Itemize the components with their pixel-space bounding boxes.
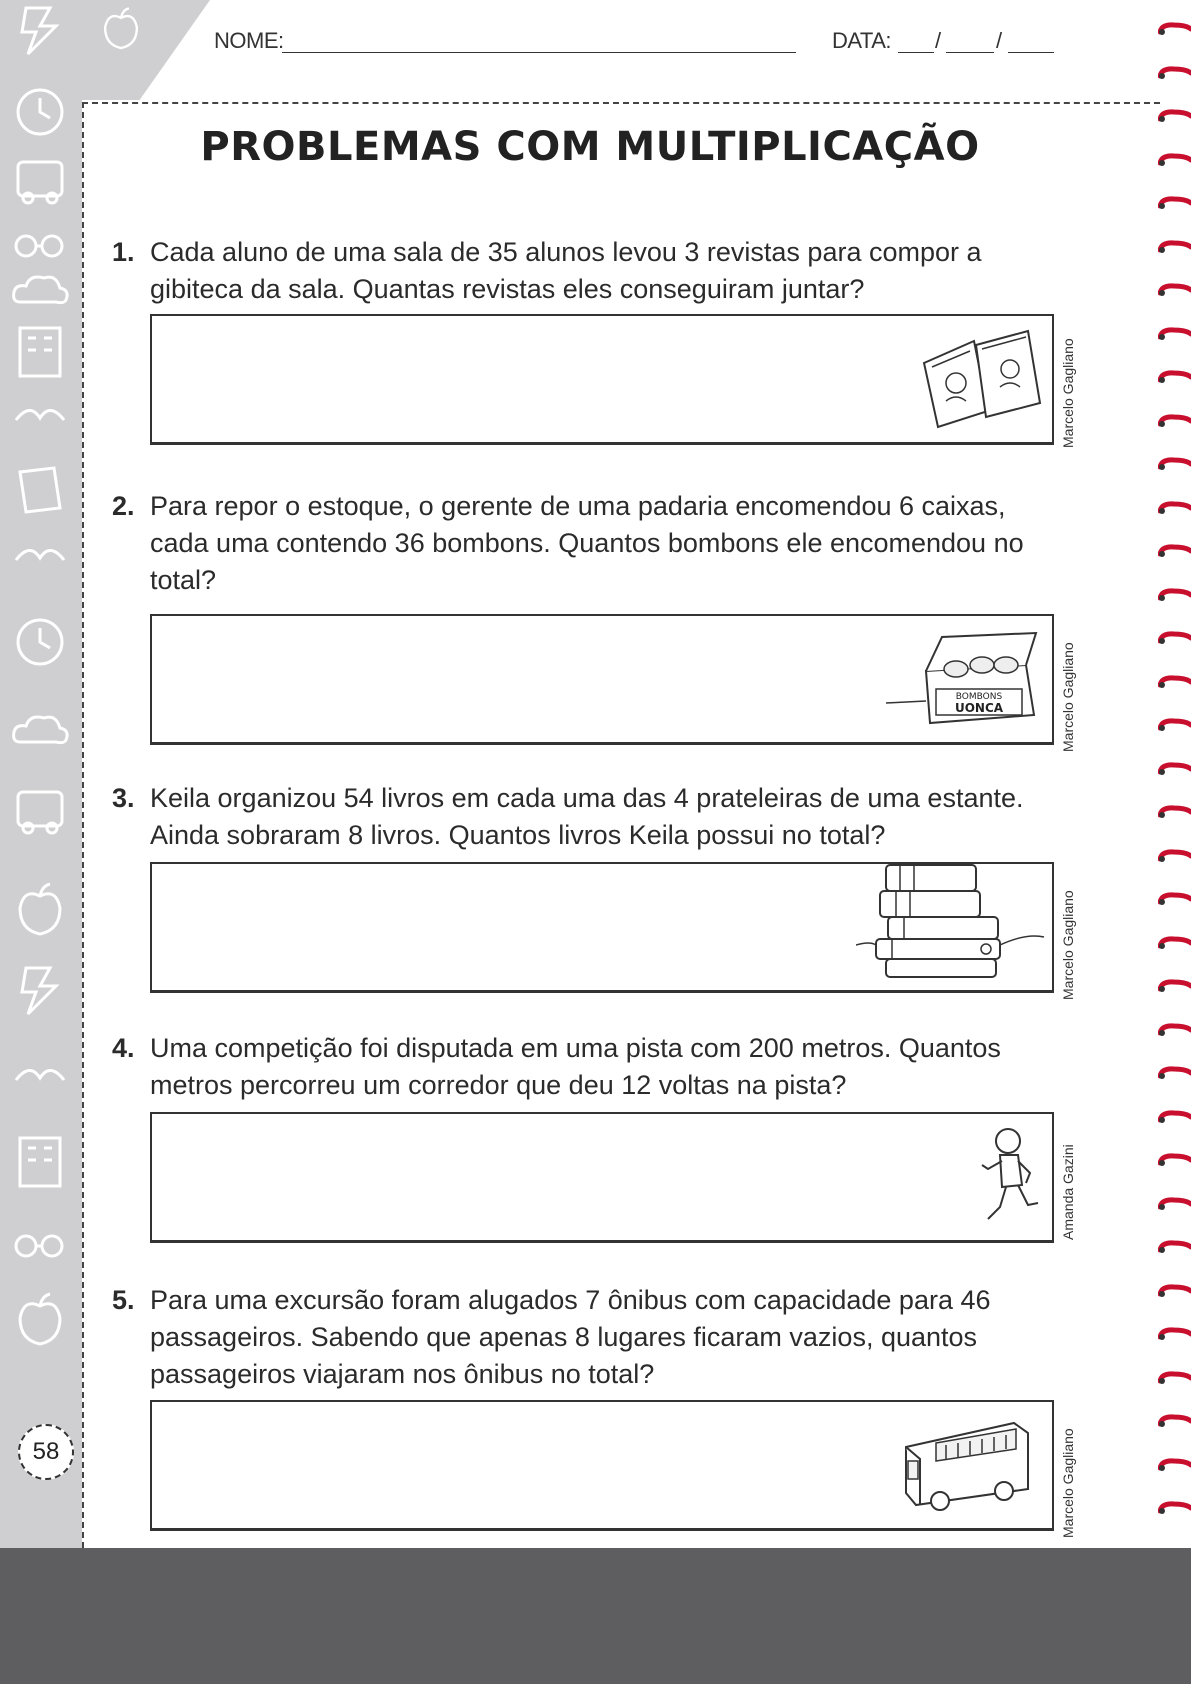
spiral-ring	[1158, 66, 1191, 80]
spiral-ring	[1158, 979, 1191, 993]
spiral-ring	[1158, 1197, 1191, 1211]
page-number: 58	[18, 1424, 74, 1480]
bird-icon	[6, 530, 74, 590]
cloud-icon	[6, 700, 74, 760]
name-label: NOME:	[214, 28, 284, 53]
decorative-sidebar-top	[82, 0, 210, 100]
spiral-ring	[1158, 1327, 1191, 1341]
illustration-credit: Marcelo Gagliano	[1060, 1428, 1076, 1538]
illustration-credit: Marcelo Gagliano	[1060, 642, 1076, 752]
spiral-ring	[1158, 805, 1191, 819]
spiral-ring	[1158, 718, 1191, 732]
bus-icon	[896, 1409, 1046, 1524]
decorative-sidebar	[0, 0, 82, 1548]
apple-icon	[6, 1290, 74, 1350]
page-title: PROBLEMAS COM MULTIPLICAÇÃO	[200, 124, 980, 170]
svg-text:UONCA: UONCA	[954, 701, 1004, 715]
chocolate-box-icon	[886, 623, 1046, 738]
runner-icon	[976, 1121, 1046, 1236]
spiral-ring	[1158, 588, 1191, 602]
apple-icon	[6, 880, 74, 940]
answer-box-1[interactable]	[150, 314, 1054, 445]
question-number: 4.	[112, 1033, 135, 1063]
spiral-ring	[1158, 370, 1191, 384]
spiral-ring	[1158, 631, 1191, 645]
question-number: 5.	[112, 1285, 135, 1315]
spiral-ring	[1158, 544, 1191, 558]
question-4	[112, 1030, 1052, 1104]
spiral-ring	[1158, 1240, 1191, 1254]
spiral-ring	[1158, 936, 1191, 950]
spiral-ring	[1158, 327, 1191, 341]
date-month-line[interactable]	[946, 52, 994, 53]
bird-icon	[6, 390, 74, 450]
cloud-icon	[6, 260, 74, 320]
spiral-ring	[1158, 1501, 1191, 1515]
apple-icon	[94, 2, 148, 56]
question-text: Uma competição foi disputada em uma pista com 200 metros. Quantos metros percorreu um corredor que deu 12 voltas na pista?	[150, 1033, 1001, 1100]
question-1	[112, 234, 1052, 308]
spiral-ring	[1158, 457, 1191, 471]
spiral-ring	[1158, 501, 1191, 515]
question-number: 3.	[112, 783, 135, 813]
question-number: 2.	[112, 491, 135, 521]
spiral-binding	[1158, 22, 1191, 1542]
name-input-line[interactable]	[282, 52, 796, 53]
question-2	[112, 488, 1052, 599]
spiral-ring	[1158, 240, 1191, 254]
answer-box-5[interactable]	[150, 1400, 1054, 1531]
spiral-ring	[1158, 762, 1191, 776]
spiral-ring	[1158, 1458, 1191, 1472]
magazines-icon	[916, 323, 1046, 438]
answer-box-4[interactable]	[150, 1112, 1054, 1243]
illustration-credit: Marcelo Gagliano	[1060, 890, 1076, 1000]
spiral-ring	[1158, 196, 1191, 210]
spiral-ring	[1158, 22, 1191, 36]
bottom-band	[0, 1548, 1191, 1684]
lightning-icon	[6, 960, 74, 1020]
spiral-ring	[1158, 1066, 1191, 1080]
date-separator: /	[996, 28, 1002, 53]
spiral-ring	[1158, 675, 1191, 689]
answer-box-3[interactable]	[150, 862, 1054, 993]
spiral-ring	[1158, 283, 1191, 297]
spiral-ring	[1158, 1153, 1191, 1167]
spiral-ring	[1158, 153, 1191, 167]
date-label: DATA:	[832, 28, 892, 53]
frame-border-top	[82, 102, 1160, 104]
question-text: Para uma excursão foram alugados 7 ônibus com capacidade para 46 passageiros. Sabendo que apenas 8 lugares ficaram vazios, quantos passageiros viajaram nos ônibus no total?	[150, 1285, 991, 1389]
spiral-ring	[1158, 1023, 1191, 1037]
question-text: Para repor o estoque, o gerente de uma padaria encomendou 6 caixas, cada uma contendo 36 bombons. Quantos bombons ele encomendou no total?	[150, 491, 1024, 595]
question-text: Keila organizou 54 livros em cada uma das 4 prateleiras de uma estante. Ainda sobraram 8 livros. Quantos livros Keila possui no total?	[150, 783, 1024, 850]
alarm-clock-icon	[6, 610, 74, 670]
spiral-ring	[1158, 849, 1191, 863]
bird-icon	[6, 1050, 74, 1110]
bus-small-icon	[6, 150, 74, 210]
date-year-line[interactable]	[1008, 52, 1054, 53]
frame-border-left	[82, 102, 84, 1548]
books-icon	[856, 861, 1046, 986]
date-day-line[interactable]	[898, 52, 934, 53]
question-3	[112, 780, 1052, 854]
answer-box-2[interactable]	[150, 614, 1054, 745]
illustration-credit: Amanda Gazini	[1060, 1144, 1076, 1240]
lightning-icon	[6, 0, 74, 60]
bus-small-icon	[6, 780, 74, 840]
spiral-ring	[1158, 1414, 1191, 1428]
book-icon	[6, 460, 74, 520]
spiral-ring	[1158, 414, 1191, 428]
question-text: Cada aluno de uma sala de 35 alunos levou 3 revistas para compor a gibiteca da sala. Quantas revistas eles conseguiram juntar?	[150, 237, 982, 304]
spiral-ring	[1158, 892, 1191, 906]
building-icon	[6, 1130, 74, 1190]
spiral-ring	[1158, 109, 1191, 123]
alarm-clock-icon	[6, 80, 74, 140]
illustration-credit: Marcelo Gagliano	[1060, 338, 1076, 448]
spiral-ring	[1158, 1284, 1191, 1298]
date-separator: /	[935, 28, 941, 53]
glasses-icon	[6, 1210, 74, 1270]
question-5	[112, 1282, 1052, 1393]
spiral-ring	[1158, 1110, 1191, 1124]
spiral-ring	[1158, 1371, 1191, 1385]
question-number: 1.	[112, 237, 135, 267]
building-icon	[6, 320, 74, 380]
box-label: BOMBONS	[955, 692, 1003, 702]
